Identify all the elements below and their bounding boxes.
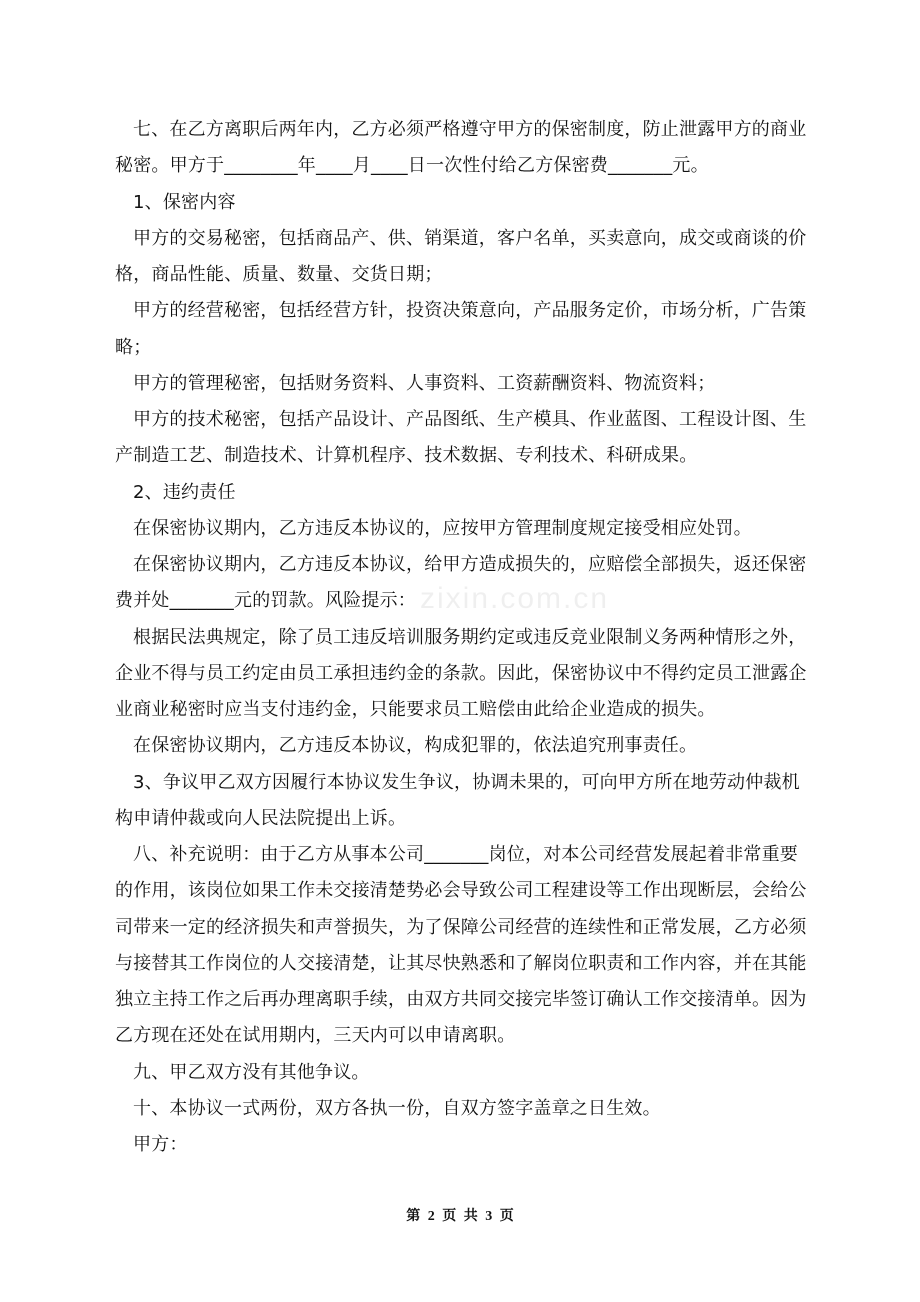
- text-line: 十、本协议一式两份，双方各执一份，自双方签字盖章之日生效。: [133, 1097, 661, 1119]
- text-line: 费并处_______元的罚款。风险提示：: [115, 590, 416, 612]
- text-line: 甲方的经营秘密，包括经营方针，投资决策意向，产品服务定价，市场分析，广告策: [133, 300, 807, 322]
- document-body: [115, 117, 815, 1168]
- text-line: 企业不得与员工约定由员工承担违约金的条款。因此，保密协议中不得约定员工泄露企: [115, 662, 807, 684]
- text-line: 司带来一定的经济损失和声誉损失，为了保障公司经营的连续性和正常发展，乙方必须: [115, 916, 807, 938]
- text-line: 在保密协议期内，乙方违反本协议，构成犯罪的，依法追究刑事责任。: [133, 735, 698, 757]
- text-line: 独立主持工作之后再办理离职手续，由双方共同交接完毕签订确认工作交接清单。因为: [115, 989, 807, 1010]
- text-line: 在保密协议期内，乙方违反本协议，给甲方造成损失的，应赔偿全部损失，返还保密: [133, 554, 807, 575]
- text-line: 业商业秘密时应当支付违约金，只能要求员工赔偿由此给企业造成的损失。: [115, 699, 716, 720]
- watermark: zixin.com.cn: [420, 582, 610, 615]
- text-line: 2、违约责任: [133, 481, 236, 503]
- text-line: 1、保密内容: [133, 191, 236, 213]
- text-line: 与接替其工作岗位的人交接清楚，让其尽快熟悉和了解岗位职责和工作内容，并在其能: [115, 952, 807, 974]
- text-line: 九、甲乙双方没有其他争议。: [133, 1061, 370, 1083]
- text-line: 甲方的技术秘密，包括产品设计、产品图纸、生产模具、作业蓝图、工程设计图、生: [133, 409, 807, 430]
- text-line: 在保密协议期内，乙方违反本协议的，应按甲方管理制度规定接受相应处罚。: [133, 517, 752, 539]
- text-line: 略；: [115, 336, 152, 358]
- page-footer: 第 2 页 共 3 页: [406, 1209, 514, 1224]
- text-line: 甲方：: [133, 1134, 188, 1155]
- text-line: 甲方的交易秘密，包括商品产、供、销渠道，客户名单，买卖意向，成交或商谈的价: [133, 227, 807, 249]
- text-line: 产制造工艺、制造技术、计算机程序、技术数据、专利技术、科研成果。: [115, 445, 698, 467]
- text-line: 的作用，该岗位如果工作未交接清楚势必会导致公司工程建设等工作出现断层，会给公: [115, 880, 807, 902]
- text-line: 乙方现在还处在试用期内，三天内可以申请离职。: [115, 1025, 516, 1047]
- text-line: 格，商品性能、质量、数量、交货日期；: [115, 264, 443, 285]
- text-line: 构申请仲裁或向人民法院提出上诉。: [115, 807, 407, 829]
- text-line: 七、在乙方离职后两年内，乙方必须严格遵守甲方的保密制度，防止泄露甲方的商业: [133, 119, 807, 140]
- text-line: 秘密。甲方于________年____月____日一次性付给乙方保密费_______元。: [115, 155, 709, 177]
- text-line: 甲方的管理秘密，包括财务资料、人事资料、工资薪酬资料、物流资料；: [133, 372, 716, 394]
- text-line: 3、争议甲乙双方因履行本协议发生争议，协调未果的，可向甲方所在地劳动仲裁机: [133, 771, 800, 793]
- text-line: 根据民法典规定，除了员工违反培训服务期约定或违反竞业限制义务两种情形之外，: [133, 626, 807, 648]
- text-line: 八、补充说明：由于乙方从事本公司_______岗位，对本公司经营发展起着非常重要: [133, 844, 798, 865]
